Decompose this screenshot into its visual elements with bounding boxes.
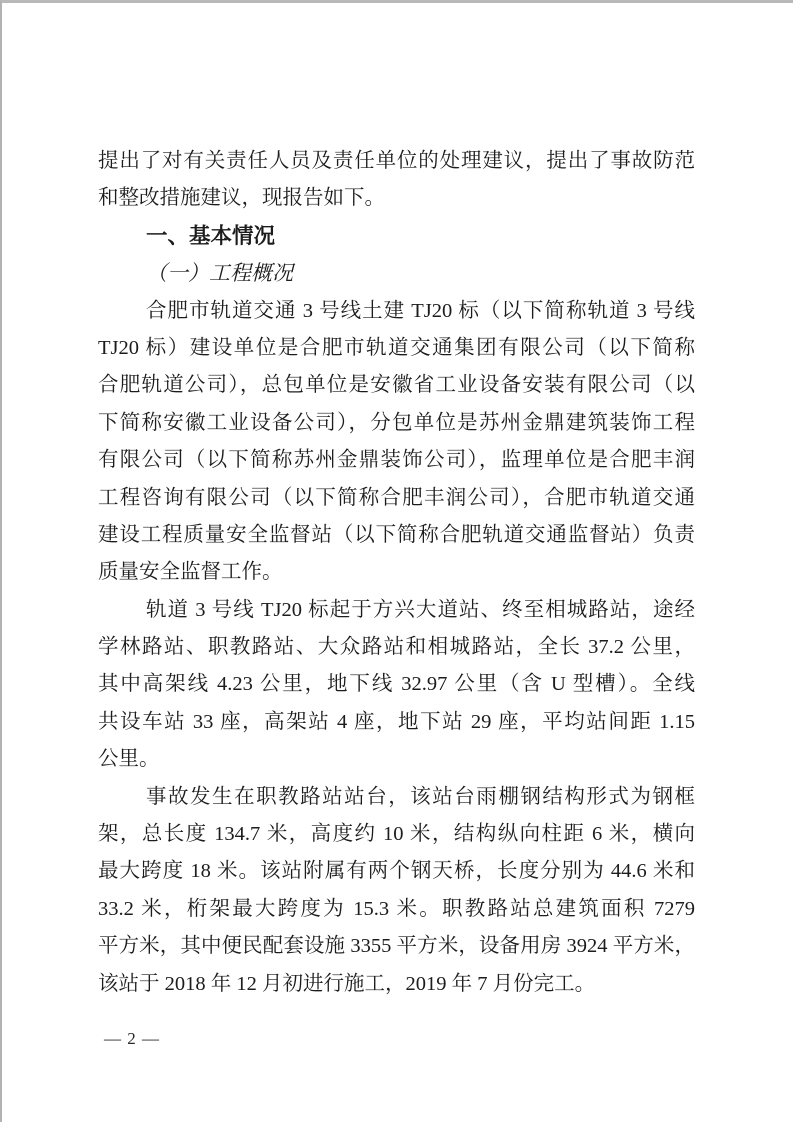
- text-line: 其中高架线 4.23 公里，地下线 32.97 公里（含 U 型槽）。全线: [98, 673, 695, 696]
- text-line: 学林路站、职教路站、大众路站和相城路站，全长 37.2 公里，: [98, 636, 695, 659]
- text-line: 最大跨度 18 米。该站附属有两个钢天桥，长度分别为 44.6 米和: [98, 860, 695, 883]
- text-line: 合肥市轨道交通 3 号线土建 TJ20 标（以下简称轨道 3 号线: [146, 299, 695, 322]
- subsection-heading: （一）工程概况: [146, 261, 293, 286]
- text-line: 有限公司（以下简称苏州金鼎装饰公司），监理单位是合肥丰润: [98, 449, 695, 472]
- text-line: 共设车站 33 座，高架站 4 座，地下站 29 座，平均站间距 1.15: [98, 710, 695, 733]
- text-line: 合肥轨道公司），总包单位是安徽省工业设备安装有限公司（以: [98, 374, 695, 397]
- page-number: — 2 —: [104, 1029, 160, 1048]
- text-line: 提出了对有关责任人员及责任单位的处理建议，提出了事故防范: [98, 150, 695, 172]
- document-body: [98, 143, 695, 1003]
- text-line: 和整改措施建议，现报告如下。: [98, 187, 385, 210]
- text-line: 事故发生在职教路站站台，该站台雨棚钢结构形式为钢框: [146, 785, 695, 808]
- text-line: 平方米，其中便民配套设施 3355 平方米，设备用房 3924 平方米，: [98, 935, 695, 958]
- text-line: 下简称安徽工业设备公司），分包单位是苏州金鼎建筑装饰工程: [98, 411, 695, 434]
- text-line: 建设工程质量安全监督站（以下简称合肥轨道交通监督站）负责: [98, 523, 695, 546]
- section-heading: 一、基本情况: [146, 223, 276, 248]
- text-line: 架，总长度 134.7 米，高度约 10 米，结构纵向柱距 6 米，横向: [98, 823, 695, 846]
- text-line: 质量安全监督工作。: [98, 561, 283, 584]
- text-line: 公里。: [98, 748, 160, 771]
- text-line: TJ20 标）建设单位是合肥市轨道交通集团有限公司（以下简称: [98, 336, 695, 359]
- text-line: 33.2 米，桁架最大跨度为 15.3 米。职教路站总建筑面积 7279: [98, 897, 695, 920]
- text-line: 该站于 2018 年 12 月初进行施工，2019 年 7 月份完工。: [98, 972, 596, 995]
- text-line: 轨道 3 号线 TJ20 标起于方兴大道站、终至相城路站，途经: [146, 598, 695, 621]
- text-line: 工程咨询有限公司（以下简称合肥丰润公司），合肥市轨道交通: [98, 486, 695, 509]
